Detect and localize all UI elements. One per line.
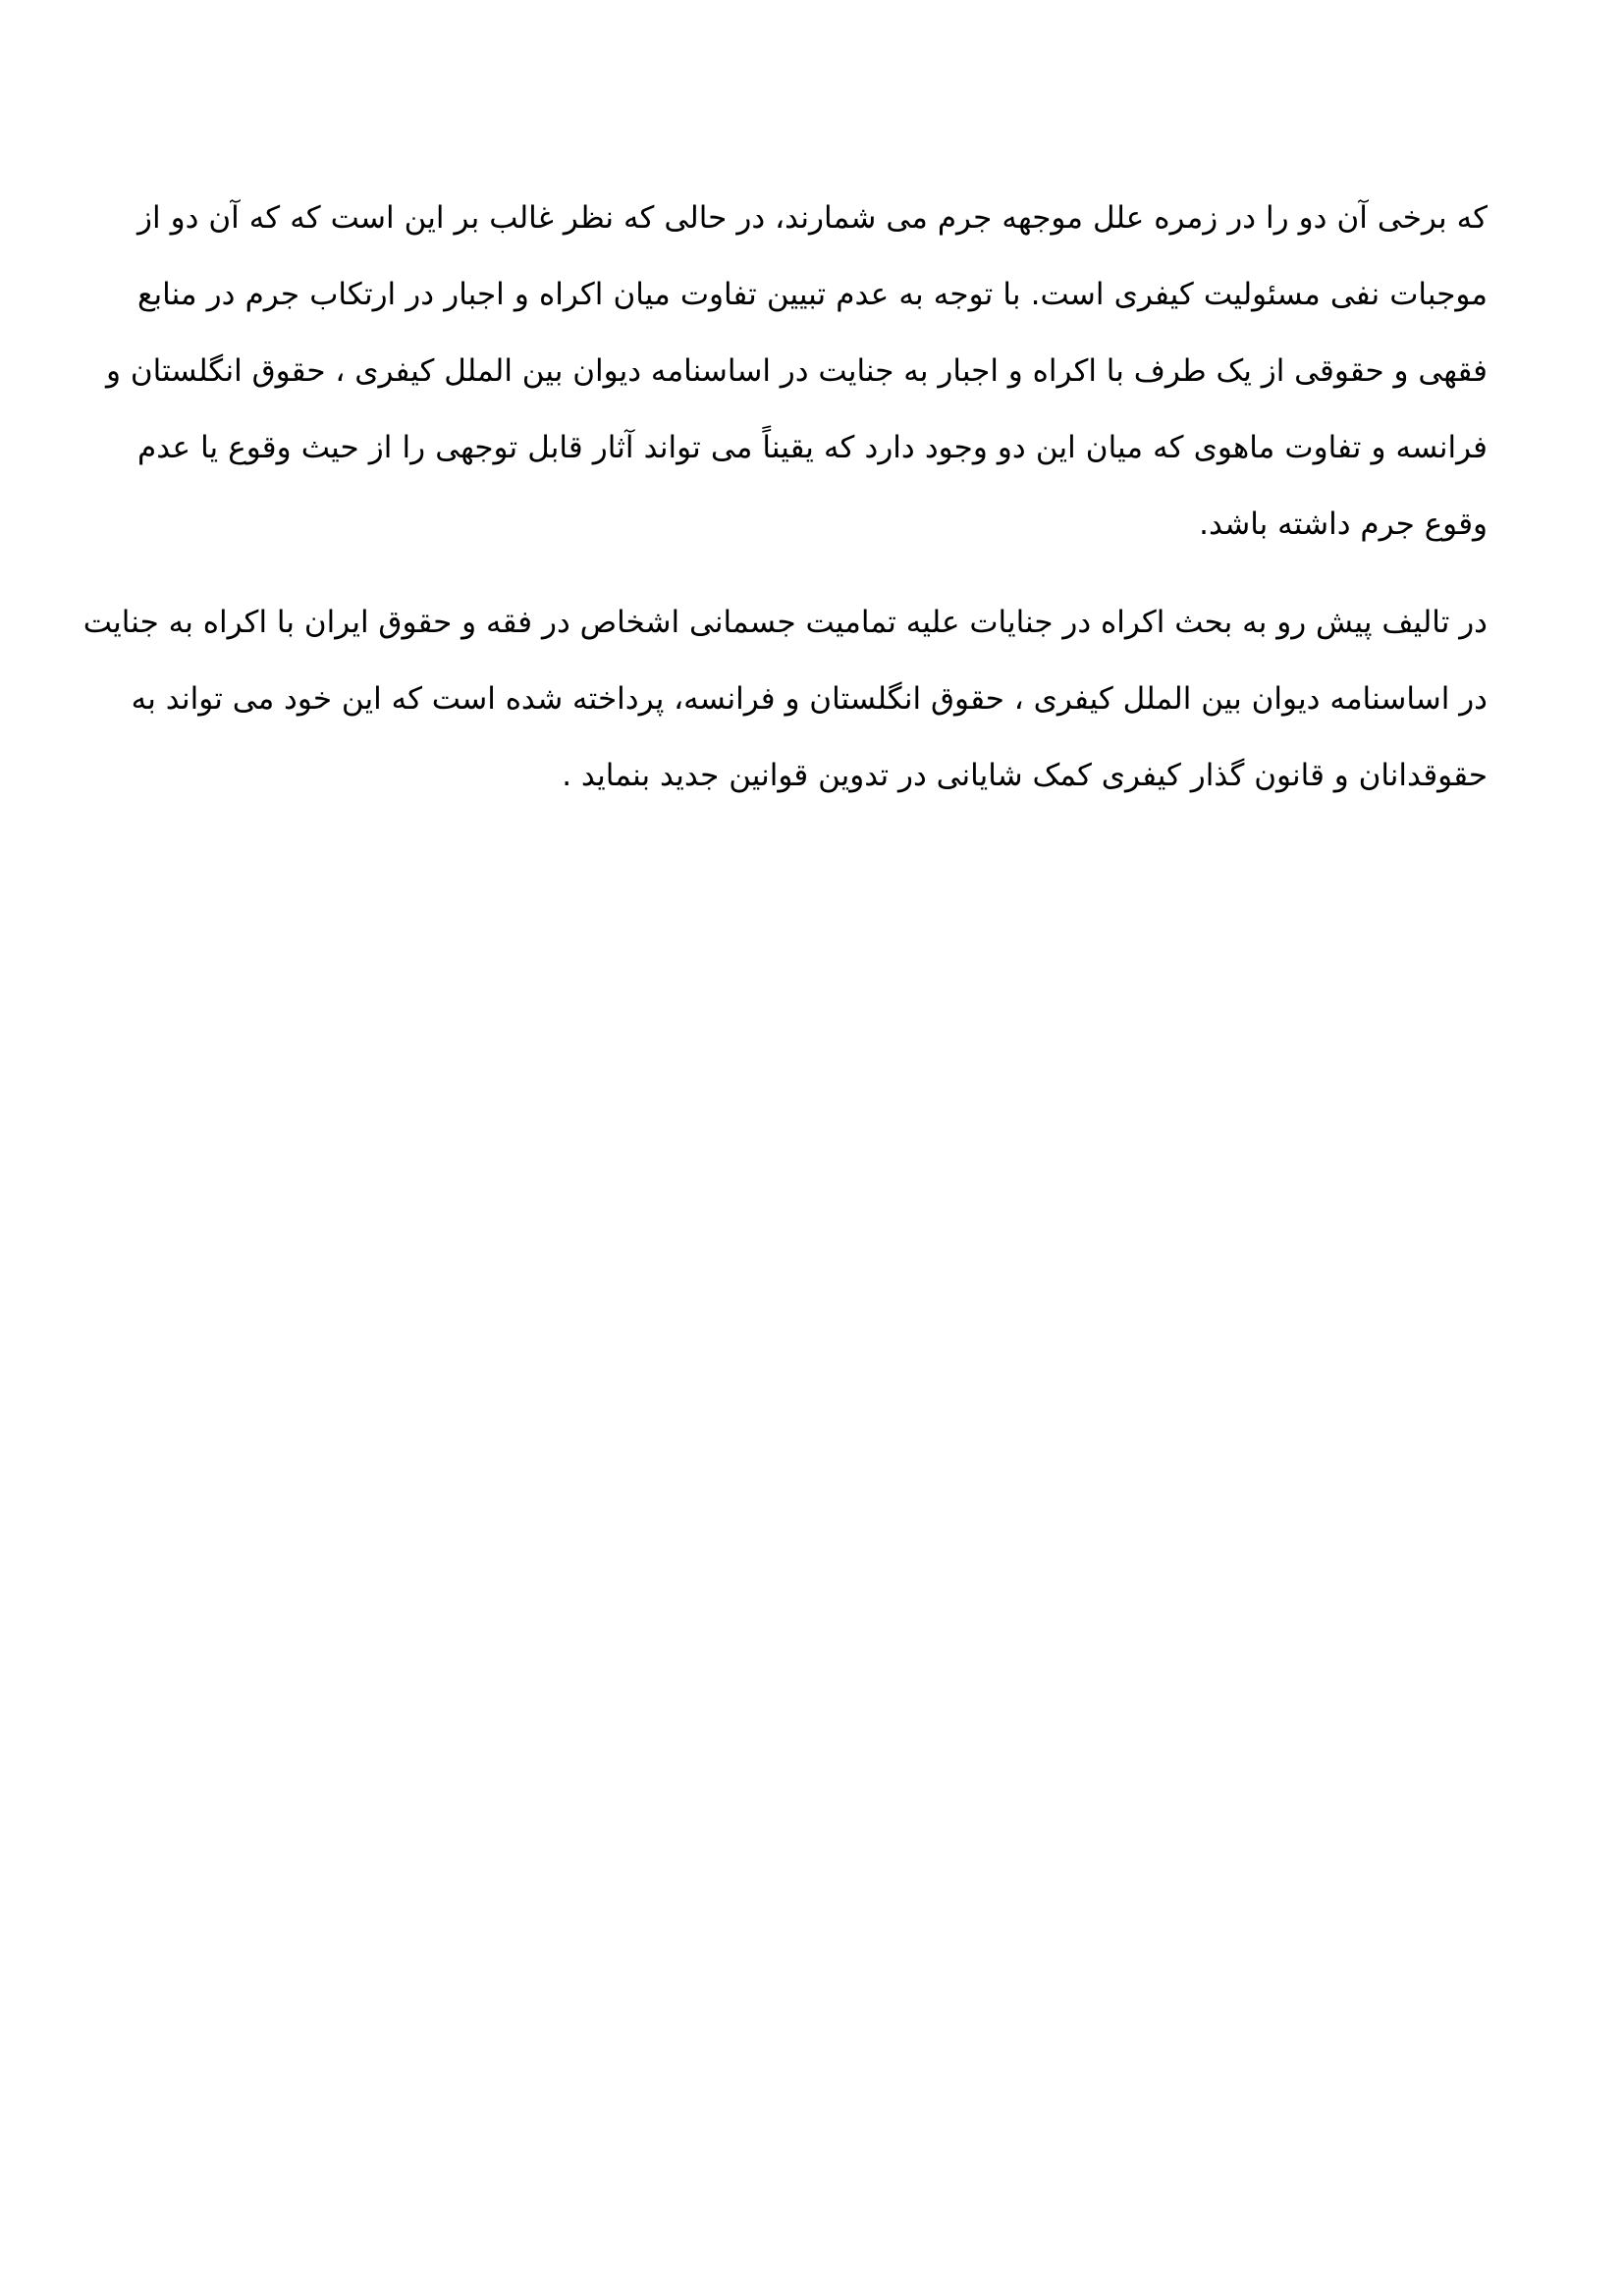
paragraph-1-line-1: که برخی آن دو را در زمره علل موجهه جرم می شمارند، در حالی که نظر غالب بر این است که که آن دو از: [137, 200, 1488, 236]
paragraph-2-line-2: در اساسنامه دیوان بین الملل کیفری ، حقوق انگلستان و فرانسه، پرداخته شده است که این خود می تواند به: [131, 681, 1488, 717]
paragraph-1-line-5: وقوع جرم داشته باشد.: [1199, 507, 1488, 542]
paragraph-2-line-3: حقوقدانان و قانون گذار کیفری کمک شایانی در تدوین قوانین جدید بنماید .: [562, 758, 1488, 793]
paragraph-1: [106, 180, 1488, 562]
paragraph-1-line-3: فقهی و حقوقی از یک طرف با اکراه و اجبار به جنایت در اساسنامه دیوان بین الملل کیفری ، حقوق انگلستان و: [106, 353, 1488, 389]
text-block: [82, 180, 1488, 835]
paragraph-2: [82, 584, 1488, 814]
paragraph-1-line-2: موجبات نفی مسئولیت کیفری است. با توجه به عدم تبیین تفاوت میان اکراه و اجبار در ارتکاب جرم در منابع: [137, 277, 1488, 312]
paragraph-1-line-4: فرانسه و تفاوت ماهوی که میان این دو وجود دارد که یقیناً می تواند آثار قابل توجهی را از حیث وقوع یا عدم: [137, 430, 1488, 465]
paragraph-2-line-1: در تالیف پیش رو به بحث اکراه در جنایات علیه تمامیت جسمانی اشخاص در فقه و حقوق ایران با اکراه به جنایت: [82, 605, 1488, 640]
